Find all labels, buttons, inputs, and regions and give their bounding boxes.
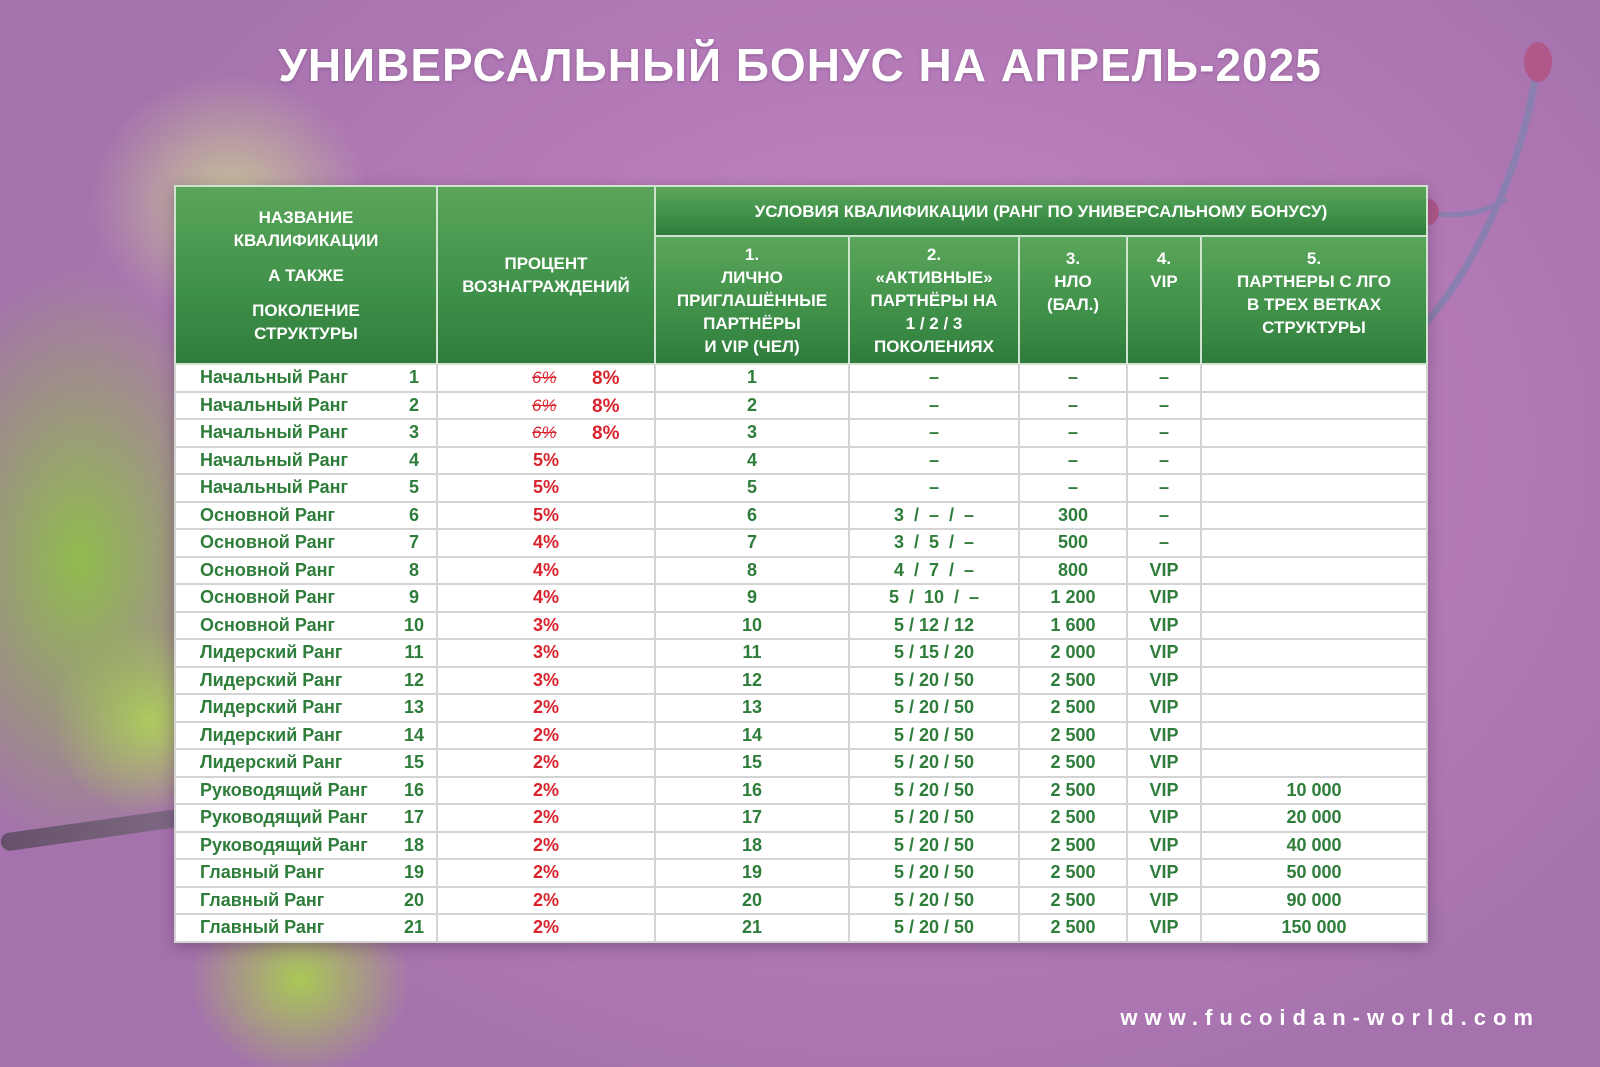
table-row: [175, 832, 1427, 860]
condition-2-cell: 5 / 15 / 20: [849, 639, 1019, 667]
table-row: [175, 419, 1427, 447]
generation-number: 10: [403, 614, 425, 635]
condition-2-cell: –: [849, 419, 1019, 447]
new-percent: 8%: [592, 423, 620, 444]
condition-4-cell: VIP: [1127, 859, 1201, 887]
page-title: УНИВЕРСАЛЬНЫЙ БОНУС НА АПРЕЛЬ-2025: [278, 39, 1322, 91]
condition-3-cell: 2 000: [1019, 639, 1127, 667]
qualification-cell: [175, 584, 437, 612]
condition-5-cell: [1201, 667, 1427, 695]
qualification-cell: [175, 777, 437, 805]
table-row: [175, 694, 1427, 722]
condition-5-cell: 50 000: [1201, 859, 1427, 887]
qualification-cell: [175, 474, 437, 502]
percent-cell: [437, 887, 655, 915]
percent-cell: [437, 612, 655, 640]
condition-2-cell: 5 / 20 / 50: [849, 777, 1019, 805]
condition-5-cell: [1201, 502, 1427, 530]
condition-4-cell: VIP: [1127, 639, 1201, 667]
table-row: [175, 722, 1427, 750]
condition-3-cell: –: [1019, 392, 1127, 420]
condition-5-cell: [1201, 557, 1427, 585]
qualification-cell: [175, 887, 437, 915]
condition-4-cell: VIP: [1127, 832, 1201, 860]
percent-cell: [437, 777, 655, 805]
condition-3-cell: –: [1019, 474, 1127, 502]
condition-5-cell: [1201, 584, 1427, 612]
condition-1-cell: 2: [655, 392, 849, 420]
qualification-cell: [175, 419, 437, 447]
condition-1-cell: 5: [655, 474, 849, 502]
percent-value: 3%: [532, 642, 559, 663]
table-row: [175, 584, 1427, 612]
condition-2-cell: 5 / 20 / 50: [849, 887, 1019, 915]
percent-cell: [437, 804, 655, 832]
generation-number: 16: [403, 779, 425, 800]
qualification-cell: [175, 749, 437, 777]
condition-4-cell: –: [1127, 447, 1201, 475]
condition-1-cell: 3: [655, 419, 849, 447]
rank-name: Главный Ранг: [200, 889, 325, 910]
condition-3-cell: 2 500: [1019, 694, 1127, 722]
condition-3-cell: 2 500: [1019, 804, 1127, 832]
percent-cell: [437, 832, 655, 860]
rank-name: Начальный Ранг: [200, 422, 348, 443]
generation-number: 18: [403, 834, 425, 855]
condition-2-cell: 5 / 20 / 50: [849, 832, 1019, 860]
qualification-cell: [175, 364, 437, 392]
condition-1-cell: 16: [655, 777, 849, 805]
condition-4-cell: VIP: [1127, 804, 1201, 832]
header-cond-2: 2. «АКТИВНЫЕ» ПАРТНЁРЫ НА 1 / 2 / 3 ПОКОЛЕНИЯХ: [849, 236, 1019, 364]
condition-1-cell: 20: [655, 887, 849, 915]
condition-5-cell: 10 000: [1201, 777, 1427, 805]
table-row: [175, 474, 1427, 502]
condition-3-cell: 800: [1019, 557, 1127, 585]
condition-1-cell: 7: [655, 529, 849, 557]
condition-2-cell: 5 / 20 / 50: [849, 722, 1019, 750]
percent-cell: [437, 529, 655, 557]
condition-3-cell: –: [1019, 447, 1127, 475]
condition-3-cell: 1 600: [1019, 612, 1127, 640]
condition-3-cell: 1 200: [1019, 584, 1127, 612]
qualification-cell: [175, 859, 437, 887]
condition-2-cell: 5 / 10 / –: [849, 584, 1019, 612]
header-cond-5: 5. ПАРТНЕРЫ С ЛГО В ТРЕХ ВЕТКАХ СТРУКТУРЫ: [1201, 236, 1427, 364]
rank-name: Руководящий Ранг: [200, 807, 368, 828]
percent-cell: [437, 749, 655, 777]
generation-number: 13: [403, 697, 425, 718]
condition-2-cell: –: [849, 474, 1019, 502]
percent-value: 4%: [532, 559, 559, 580]
condition-1-cell: 8: [655, 557, 849, 585]
header-cond-4: 4. VIP: [1127, 236, 1201, 364]
condition-4-cell: VIP: [1127, 584, 1201, 612]
condition-2-cell: 5 / 20 / 50: [849, 859, 1019, 887]
qualification-cell: [175, 914, 437, 942]
rank-name: Основной Ранг: [200, 559, 336, 580]
table-row: [175, 667, 1427, 695]
condition-1-cell: 15: [655, 749, 849, 777]
percent-value: 5%: [532, 449, 559, 470]
percent-value: 3%: [532, 614, 559, 635]
condition-5-cell: 150 000: [1201, 914, 1427, 942]
condition-3-cell: 2 500: [1019, 749, 1127, 777]
qualification-cell: [175, 722, 437, 750]
condition-4-cell: VIP: [1127, 557, 1201, 585]
percent-cell: [437, 364, 655, 392]
generation-number: 1: [408, 367, 419, 388]
header-percent: ПРОЦЕНТ ВОЗНАГРАЖДЕНИЙ: [437, 186, 655, 364]
percent-cell: [437, 914, 655, 942]
rank-name: Руководящий Ранг: [200, 834, 368, 855]
condition-4-cell: –: [1127, 502, 1201, 530]
generation-number: 17: [403, 807, 425, 828]
generation-number: 3: [408, 422, 419, 443]
rank-name: Основной Ранг: [200, 504, 336, 525]
new-percent: 8%: [592, 395, 620, 417]
condition-1-cell: 19: [655, 859, 849, 887]
qualification-cell: [175, 832, 437, 860]
condition-3-cell: 500: [1019, 529, 1127, 557]
condition-3-cell: –: [1019, 364, 1127, 392]
condition-1-cell: 4: [655, 447, 849, 475]
condition-1-cell: 21: [655, 914, 849, 942]
condition-5-cell: 20 000: [1201, 804, 1427, 832]
condition-1-cell: 17: [655, 804, 849, 832]
old-percent: 6%: [532, 423, 557, 442]
condition-1-cell: 1: [655, 364, 849, 392]
old-percent: 6%: [532, 368, 557, 387]
rank-name: Руководящий Ранг: [200, 779, 368, 800]
condition-3-cell: 2 500: [1019, 859, 1127, 887]
rank-name: Лидерский Ранг: [200, 752, 343, 773]
old-percent: 6%: [532, 395, 557, 415]
table-row: [175, 392, 1427, 420]
bonus-table: [174, 185, 1428, 943]
condition-2-cell: –: [849, 364, 1019, 392]
condition-4-cell: VIP: [1127, 722, 1201, 750]
website-footer: www.fucoidan-world.com: [1120, 1005, 1540, 1030]
percent-cell: [437, 419, 655, 447]
percent-value: 4%: [532, 587, 559, 608]
condition-5-cell: [1201, 447, 1427, 475]
condition-2-cell: 4 / 7 / –: [849, 557, 1019, 585]
header-conditions: УСЛОВИЯ КВАЛИФИКАЦИИ (РАНГ ПО УНИВЕРСАЛЬНОМУ БОНУСУ): [655, 186, 1427, 236]
condition-4-cell: –: [1127, 364, 1201, 392]
header-cond-1: 1. ЛИЧНО ПРИГЛАШЁННЫЕ ПАРТНЁРЫ И VIP (ЧЕЛ): [655, 236, 849, 364]
percent-value: 2%: [532, 779, 559, 800]
percent-value: 2%: [532, 724, 559, 745]
generation-number: 7: [408, 532, 419, 553]
condition-1-cell: 18: [655, 832, 849, 860]
rank-name: Основной Ранг: [200, 587, 336, 608]
rank-name: Лидерский Ранг: [200, 669, 343, 690]
qualification-cell: [175, 612, 437, 640]
condition-4-cell: VIP: [1127, 914, 1201, 942]
qualification-cell: [175, 639, 437, 667]
condition-5-cell: [1201, 392, 1427, 420]
condition-2-cell: 5 / 20 / 50: [849, 914, 1019, 942]
condition-3-cell: 2 500: [1019, 832, 1127, 860]
generation-number: 5: [408, 477, 419, 498]
qualification-cell: [175, 694, 437, 722]
condition-1-cell: 10: [655, 612, 849, 640]
condition-2-cell: 3 / 5 / –: [849, 529, 1019, 557]
percent-value: 2%: [532, 697, 559, 718]
percent-value: 3%: [532, 669, 559, 690]
generation-number: 4: [408, 449, 419, 470]
generation-number: 11: [404, 642, 424, 663]
table-row: [175, 447, 1427, 475]
generation-number: 19: [403, 862, 425, 883]
percent-cell: [437, 722, 655, 750]
condition-2-cell: 5 / 12 / 12: [849, 612, 1019, 640]
condition-5-cell: [1201, 364, 1427, 392]
condition-2-cell: 5 / 20 / 50: [849, 804, 1019, 832]
condition-3-cell: –: [1019, 419, 1127, 447]
condition-4-cell: VIP: [1127, 694, 1201, 722]
generation-number: 2: [408, 394, 419, 415]
generation-number: 15: [403, 752, 425, 773]
rank-name: Начальный Ранг: [200, 449, 348, 470]
table-row: [175, 777, 1427, 805]
qualification-cell: [175, 804, 437, 832]
condition-3-cell: 2 500: [1019, 887, 1127, 915]
condition-1-cell: 11: [655, 639, 849, 667]
table-row: [175, 502, 1427, 530]
condition-4-cell: –: [1127, 419, 1201, 447]
qualification-cell: [175, 557, 437, 585]
percent-value: 2%: [532, 752, 559, 773]
condition-5-cell: 40 000: [1201, 832, 1427, 860]
table-row: [175, 887, 1427, 915]
generation-number: 21: [403, 917, 425, 938]
condition-2-cell: 5 / 20 / 50: [849, 749, 1019, 777]
percent-cell: [437, 557, 655, 585]
percent-cell: [437, 667, 655, 695]
percent-cell: [437, 392, 655, 420]
table-row: [175, 804, 1427, 832]
table-row: [175, 914, 1427, 942]
percent-cell: [437, 639, 655, 667]
percent-cell: [437, 859, 655, 887]
condition-1-cell: 12: [655, 667, 849, 695]
generation-number: 20: [403, 889, 425, 910]
percent-value: 5%: [532, 504, 559, 525]
condition-5-cell: 90 000: [1201, 887, 1427, 915]
generation-number: 8: [408, 559, 419, 580]
condition-2-cell: 5 / 20 / 50: [849, 667, 1019, 695]
new-percent: 8%: [592, 368, 620, 389]
qualification-cell: [175, 529, 437, 557]
condition-4-cell: VIP: [1127, 749, 1201, 777]
percent-cell: [437, 584, 655, 612]
header-qualification-name: НАЗВАНИЕ КВАЛИФИКАЦИИ А ТАКЖЕ ПОКОЛЕНИЕ СТРУКТУРЫ: [175, 186, 437, 364]
rank-name: Основной Ранг: [200, 532, 336, 553]
rank-name: Начальный Ранг: [200, 477, 348, 498]
condition-2-cell: 5 / 20 / 50: [849, 694, 1019, 722]
generation-number: 6: [408, 504, 419, 525]
percent-value: 2%: [532, 889, 559, 910]
condition-4-cell: –: [1127, 529, 1201, 557]
table-row: [175, 364, 1427, 392]
condition-1-cell: 14: [655, 722, 849, 750]
condition-5-cell: [1201, 694, 1427, 722]
table-body: [175, 364, 1427, 942]
table-row: [175, 859, 1427, 887]
condition-3-cell: 2 500: [1019, 914, 1127, 942]
table-row: [175, 529, 1427, 557]
condition-5-cell: [1201, 639, 1427, 667]
qualification-cell: [175, 447, 437, 475]
condition-2-cell: 3 / – / –: [849, 502, 1019, 530]
condition-3-cell: 2 500: [1019, 722, 1127, 750]
rank-name: Главный Ранг: [200, 862, 325, 883]
condition-5-cell: [1201, 529, 1427, 557]
condition-3-cell: 2 500: [1019, 777, 1127, 805]
percent-value: 5%: [532, 477, 559, 498]
condition-3-cell: 300: [1019, 502, 1127, 530]
rank-name: Лидерский Ранг: [200, 642, 343, 663]
condition-4-cell: VIP: [1127, 667, 1201, 695]
condition-5-cell: [1201, 749, 1427, 777]
condition-1-cell: 9: [655, 584, 849, 612]
condition-5-cell: [1201, 612, 1427, 640]
branch-decoration: [0, 806, 200, 852]
condition-4-cell: –: [1127, 474, 1201, 502]
qualification-cell: [175, 392, 437, 420]
percent-value: 2%: [532, 917, 559, 938]
rank-name: Начальный Ранг: [200, 367, 348, 388]
rank-name: Главный Ранг: [200, 917, 325, 938]
percent-cell: [437, 502, 655, 530]
condition-2-cell: –: [849, 447, 1019, 475]
condition-5-cell: [1201, 474, 1427, 502]
generation-number: 9: [408, 587, 419, 608]
table-row: [175, 749, 1427, 777]
condition-4-cell: –: [1127, 392, 1201, 420]
percent-value: 2%: [532, 834, 559, 855]
rank-name: Лидерский Ранг: [200, 697, 343, 718]
condition-5-cell: [1201, 419, 1427, 447]
percent-value: 4%: [532, 532, 559, 553]
condition-5-cell: [1201, 722, 1427, 750]
condition-4-cell: VIP: [1127, 612, 1201, 640]
percent-value: 2%: [532, 807, 559, 828]
rank-name: Лидерский Ранг: [200, 724, 343, 745]
generation-number: 14: [403, 724, 425, 745]
rank-name: Основной Ранг: [200, 614, 336, 635]
condition-3-cell: 2 500: [1019, 667, 1127, 695]
table-row: [175, 639, 1427, 667]
qualification-cell: [175, 667, 437, 695]
percent-cell: [437, 694, 655, 722]
percent-cell: [437, 447, 655, 475]
percent-cell: [437, 474, 655, 502]
percent-value: 2%: [532, 862, 559, 883]
condition-1-cell: 6: [655, 502, 849, 530]
generation-number: 12: [403, 669, 425, 690]
condition-4-cell: VIP: [1127, 777, 1201, 805]
qualification-cell: [175, 502, 437, 530]
rank-name: Начальный Ранг: [200, 394, 348, 415]
table-row: [175, 612, 1427, 640]
table-row: [175, 557, 1427, 585]
condition-1-cell: 13: [655, 694, 849, 722]
condition-4-cell: VIP: [1127, 887, 1201, 915]
condition-2-cell: –: [849, 392, 1019, 420]
header-cond-3: 3. НЛО (БАЛ.): [1019, 236, 1127, 364]
